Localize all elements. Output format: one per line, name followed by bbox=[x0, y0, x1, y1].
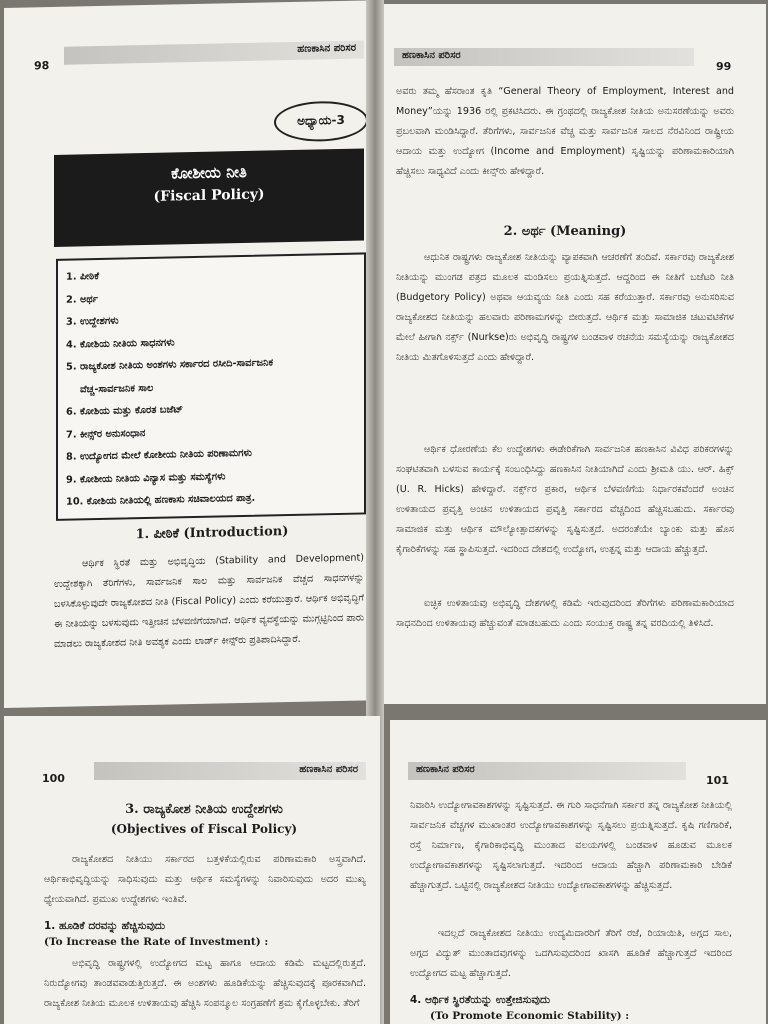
contents-item: 2. ಅರ್ಥ bbox=[66, 293, 98, 306]
contents-item: 8. ಉದ್ಯೋಗದ ಮೇಲೆ ಕೋಶೀಯ ನೀತಿಯ ಪರಿಣಾಮಗಳು bbox=[66, 447, 252, 463]
page-100 bbox=[4, 716, 380, 1024]
page-number: 98 bbox=[34, 59, 50, 73]
subheading: 1. ಹೂಡಿಕೆ ದರವನ್ನು ಹೆಚ್ಚಿಸುವುದು bbox=[44, 920, 166, 932]
running-header-bar bbox=[408, 762, 686, 780]
page-98 bbox=[4, 0, 370, 708]
contents-item: 4. ಕೋಶಿಯ ನೀತಿಯ ಸಾಧನಗಳು bbox=[66, 336, 175, 351]
section-heading-introduction: 1. ಪೀಠಿಕೆ (Introduction) bbox=[135, 524, 289, 543]
subheading: 4. ಆರ್ಥಿಕ ಸ್ಥಿರತೆಯನ್ನು ಉತ್ತೇಜಿಸುವುದು bbox=[410, 994, 551, 1006]
chapter-title-kannada: ಕೋಶೀಯ ನೀತಿ bbox=[171, 162, 247, 183]
chapter-badge: ಅಧ್ಯಾಯ-3 bbox=[274, 100, 368, 142]
page-number: 101 bbox=[706, 774, 729, 787]
chapter-title-english: (Fiscal Policy) bbox=[153, 186, 265, 205]
contents-item: 5. ರಾಜ್ಯಕೋಶ ನೀತಿಯ ಅಂಶಗಳು ಸರ್ಕಾರದ ರಸೀದಿ-ಸಾರ್ವಜನಿಕ bbox=[66, 357, 273, 373]
contents-item: 3. ಉದ್ದೇಶಗಳು bbox=[66, 315, 119, 328]
running-header-bar bbox=[64, 40, 364, 64]
paragraph: ಆಧುನಿಕ ರಾಷ್ಟ್ರಗಳು ರಾಜ್ಯಕೋಶ ನೀತಿಯನ್ನು ವ್ಯಾಪಕವಾಗಿ ಆಚರಣೆಗೆ ತಂದಿವೆ. ಸರ್ಕಾರವು ರಾಜ್ಯಕೋಶ ನೀತಿಯನ್ನು ಮುಂಗಡ ಪತ್ರದ ಮೂಲಕ ಮಂಡಿಸಲು ಪ್ರಯತ್ನಿಸುತ್ತದೆ. ಆದ್ದರಿಂದ ಈ ನೀತಿಗೆ ಬಜೆಟರಿ ನೀತಿ (Budgetory Policy) ಅಥವಾ ಆಯವ್ಯಯ ನೀತಿ ಎಂದು ಸಹ ಕರೆಯುತ್ತಾರೆ. ಸರ್ಕಾರವು ಅನುಸರಿಸುವ ರಾಜ್ಯಕೋಶದ ನೀತಿಯನ್ನು ಹಲವಾರು ಪರಿಣಾಮಗಳನ್ನು ಬೀರುತ್ತದೆ. ಆರ್ಥಿಕ ಮತ್ತು ಸಾಮಾಜಿಕ ಚಟುವಟಿಕೆಗಳ ಮೇಲೆ ಹೀಗಾಗಿ ನರ್ಕ್ಸ್ (Nurkse)ರು ಅಭಿವೃದ್ಧಿ ರಾಷ್ಟ್ರಗಳ ಬಂಡವಾಳ ರಚನೆಯ ಸಮಸ್ಯೆಯನ್ನು ರಾಜ್ಯಕೋಶದ ನೀತಿಯ ಮಿತಗೊಳಿಸುತ್ತದೆ ಎಂದು ಹೇಳಿದ್ದಾರೆ. bbox=[396, 252, 734, 363]
chapter-contents-box bbox=[56, 252, 366, 520]
page-101 bbox=[390, 720, 766, 1024]
contents-item: 1. ಪೀಠಿಕೆ bbox=[66, 271, 100, 283]
running-header-bar bbox=[94, 762, 366, 780]
contents-item: 7. ಕೀನ್ಸ್‌ರ ಅನುಸಂಧಾನ bbox=[66, 427, 146, 441]
paragraph: ಐಚ್ಛಿಕ ಉಳಿತಾಯವು ಅಭಿವೃದ್ಧಿ ದೇಶಗಳಲ್ಲಿ ಕಡಿಮೆ ಇರುವುದರಿಂದ ತೆರಿಗೆಗಳು ಪರಿಣಾಮಕಾರಿಯಾದ ಸಾಧನದಿಂದ ಉಳಿತಾಯವು ಹೆಚ್ಚುವಂತೆ ಮಾಡಬಹುದು ಎಂದು ಸಂಯುಕ್ತ ರಾಷ್ಟ್ರ ತನ್ನ ವರದಿಯಲ್ಲಿ ತಿಳಿಸಿದೆ. bbox=[396, 598, 734, 629]
paragraph: ನಿವಾರಿಸಿ ಉದ್ಯೋಗಾವಕಾಶಗಳನ್ನು ಸೃಷ್ಟಿಸುತ್ತದೆ. ಈ ಗುರಿ ಸಾಧನೆಗಾಗಿ ಸರ್ಕಾರ ತನ್ನ ರಾಜ್ಯಕೋಶ ನೀತಿಯಲ್ಲಿ ಸಾರ್ವಜನಿಕ ವೆಚ್ಚಗಳ ಮುಖಾಂತರ ಉದ್ಯೋಗಾವಕಾಶಗಳನ್ನು ಸೃಷ್ಟಿಸಲು ಪ್ರಯತ್ನಿಸುತ್ತದೆ. ಕೃಷಿ ಗಣಿಗಾರಿಕೆ, ರಸ್ತೆ ನಿರ್ಮಾಣ, ಕೈಗಾರಿಕಾಭಿವೃದ್ಧಿ ಮುಂತಾದ ವಲಯಗಳಲ್ಲಿ ಬಂಡವಾಳ ಹೂಡುವ ಮೂಲಕ ಉದ್ಯೋಗಾವಕಾಶಗಳನ್ನು ಸೃಷ್ಟಿಸಲಾಗುತ್ತದೆ. ಇದರಿಂದ ಆದಾಯ ಹೆಚ್ಚಾಗಿ ಪರಿಣಾಮಕಾರಿ ಬೇಡಿಕೆ ಹೆಚ್ಚಾಗುತ್ತದೆ. ಒಟ್ಟಿನಲ್ಲಿ ರಾಜ್ಯಕೋಶದ ನೀತಿಯು ಉದ್ಯೋಗಾವಕಾಶಗಳನ್ನು ಹೆಚ್ಚಿಸುತ್ತದೆ. bbox=[410, 800, 732, 891]
page-number: 100 bbox=[42, 772, 65, 785]
contents-item: 6. ಕೋಶಿಯ ಮತ್ತು ಕೊರತ ಬಜೆಟ್ bbox=[66, 404, 183, 418]
page-99 bbox=[384, 4, 766, 704]
section-heading-objectives: 3. ರಾಜ್ಯಕೋಶ ನೀತಿಯ ಉದ್ದೇಶಗಳು bbox=[125, 802, 283, 817]
intro-paragraph: ಆರ್ಥಿಕ ಸ್ಥಿರತೆ ಮತ್ತು ಅಭಿವೃದ್ಧಿಯ (Stability and Development) ಉದ್ದೇಶಕ್ಕಾಗಿ ತೆರಿಗೆಗಳು, ಸಾರ್ವಜನಿಕ ಸಾಲ ಮತ್ತು ಸಾರ್ವಜನಿಕ ವೆಚ್ಚದ ಸಾಧನಗಳನ್ನು ಬಳಸಿಕೊಳ್ಳುವುದೇ ರಾಜ್ಯಕೋಶದ ನೀತಿ (Fiscal Policy) ಎಂದು ಕರೆಯುತ್ತಾರೆ. ಆರ್ಥಿಕ ಅಭಿವೃದ್ಧಿಗೆ ಈ ನೀತಿಯನ್ನು ಬಳಸುವುದು ಇತ್ತೀಚಿನ ಬೆಳವಣಿಗೆಯಾಗಿದೆ. ಆರ್ಥಿಕ ವ್ಯವಸ್ಥೆಯನ್ನು ಮುಗ್ಗಟ್ಟಿನಿಂದ ಪಾರು ಮಾಡಲು ರಾಜ್ಯಕೋಶದ ನೀತಿ ಅವಶ್ಯಕ ಎಂದು ಲಾರ್ಡ್ ಕೀನ್ಸ್‌ರು ಪ್ರತಿಪಾದಿಸಿದ್ದಾರೆ. bbox=[54, 552, 364, 650]
contents-item: 10. ಕೋಶಿಯ ನೀತಿಯಲ್ಲಿ ಹಣಕಾಸು ಸಚಿವಾಲಯದ ಪಾತ್ರ. bbox=[66, 492, 256, 508]
running-header: ಹಣಕಾಸಿನ ಪರಿಸರ bbox=[416, 764, 475, 775]
chapter-title-banner bbox=[54, 148, 364, 246]
paragraph: ಇದಲ್ಲದೆ ರಾಜ್ಯಕೋಶದ ನೀತಿಯು ಉದ್ಯಮಿದಾರರಿಗೆ ತೆರಿಗೆ ರಜೆ, ರಿಯಾಯಿತಿ, ಅಗ್ಗದ ಸಾಲ, ಅಗ್ಗದ ವಿದ್ಯುತ್ ಮುಂತಾದವುಗಳನ್ನು ಒದಗಿಸುವುದರಿಂದ ಖಾಸಗಿ ಹೂಡಿಕೆ ಹೆಚ್ಚಾಗುತ್ತದೆ ಇದರಿಂದ ಉದ್ಯೋಗದ ಮಟ್ಟ ಹೆಚ್ಚಾಗುತ್ತದೆ. bbox=[410, 928, 732, 979]
running-header: ಹಣಕಾಸಿನ ಪರಿಸರ bbox=[402, 50, 461, 61]
paragraph: ಆರ್ಥಿಕ ಧೋರಣೆಯ ಕೆಲ ಉದ್ದೇಶಗಳು ಈಡೇರಿಕೆಗಾಗಿ ಸಾರ್ವಜನಿಕ ಹಣಕಾಸಿನ ವಿವಿಧ ಪರಿಕರಗಳನ್ನು ಸಂಘಟಿತವಾಗಿ ಬಳಸುವ ಕಾರ್ಯಕ್ಕೆ ಸಂಬಂಧಿಸಿದ್ದು ಹಣಕಾಸಿನ ನೀತಿಯಾಗಿದೆ ಎಂದು ಶ್ರೀಮತಿ ಯು. ಆರ್. ಹಿಕ್ಸ್ (U. R. Hicks) ಹೇಳಿದ್ದಾರೆ. ನರ್ಕ್ಸ್‌ರ ಪ್ರಕಾರ, ಆರ್ಥಿಕ ಬೆಳವಣಿಗೆಯ ನಿರ್ಧಾರಕವೆಂದರೆ ಅಂಚಿನ ಉಳಿತಾಯದ ಪ್ರವೃತ್ತಿ ಅಂಚಿನ ಉಳಿತಾಯದ ಪ್ರವೃತ್ತಿ ಸರ್ಕಾರದ ವೆಚ್ಚದಿಂದ ಹೆಚ್ಚಿಸಬಹುದು. ಸರ್ಕಾರವು ಸಾಮಾಜಿಕ ಮತ್ತು ಆರ್ಥಿಕ ಮೌಲ್ಯೋತ್ಪಾದಕಗಳನ್ನು ಸೃಷ್ಟಿಸುತ್ತದೆ. ಅದರಂತೆಯೇ ಬ್ಯಾಂಕು ಮತ್ತು ಹೊಸ ಕೈಗಾರಿಕೆಗಳನ್ನು ಸಹ ಸ್ಥಾಪಿಸುತ್ತದೆ. ಇದರಿಂದ ದೇಶದಲ್ಲಿ ಉದ್ಯೋಗ, ಉತ್ಪನ್ನ ಮತ್ತು ಆದಾಯ ಹೆಚ್ಚುತ್ತದೆ. bbox=[396, 444, 734, 555]
paragraph: ರಾಜ್ಯಕೋಶದ ನೀತಿಯು ಸರ್ಕಾರದ ಬತ್ತಳಿಕೆಯಲ್ಲಿರುವ ಪರಿಣಾಮಕಾರಿ ಅಸ್ತ್ರವಾಗಿದೆ. ಆರ್ಥಿಕಾಭಿವೃದ್ಧಿಯನ್ನು ಸಾಧಿಸುವುದು ಮತ್ತು ಆರ್ಥಿಕ ಸಮಸ್ಯೆಗಳನ್ನು ನಿವಾರಿಸುವುದು ಅದರ ಮುಖ್ಯ ಧ್ಯೇಯವಾಗಿದೆ. ಪ್ರಮುಖ ಉದ್ದೇಶಗಳು ಇಂತಿವೆ. bbox=[44, 854, 366, 905]
subheading-english: (To Increase the Rate of Investment) : bbox=[44, 936, 269, 948]
contents-item: ವೆಚ್ಚ-ಸಾರ್ವಜನಿಕ ಸಾಲ bbox=[80, 382, 154, 395]
running-header: ಹಣಕಾಸಿನ ಪರಿಸರ bbox=[299, 764, 358, 775]
contents-item: 9. ಕೋಶೀಯ ನೀತಿಯ ವಿನ್ಯಾಸ ಮತ್ತು ಸಮಸ್ಯೆಗಳು bbox=[66, 470, 226, 486]
paragraph: ಅವರು ತಮ್ಮ ಹೆಸರಾಂತ ಕೃತಿ “General Theory of Employment, Interest and Money”ಯನ್ನು 1936 ರಲ್ಲಿ ಪ್ರಕಟಿಸಿದರು. ಈ ಗ್ರಂಥದಲ್ಲಿ ರಾಜ್ಯಕೋಶ ನೀತಿಯ ಅನುಸರಣೆಯನ್ನು ಅವರು ಪ್ರಬಲವಾಗಿ ಮಂಡಿಸಿದ್ದಾರೆ. ತೆರಿಗೆಗಳು, ಸಾರ್ವಜನಿಕ ವೆಚ್ಚ ಮತ್ತು ಸಾರ್ವಜನಿಕ ಸಾಲದ ನೆರವಿನಿಂದ ರಾಷ್ಟ್ರೀಯ ಆದಾಯ ಮತ್ತು ಉದ್ಯೋಗ (Income and Employment) ಸೃಷ್ಟಿಯನ್ನು ಪರಿಣಾಮಕಾರಿಯಾಗಿ ಹೆಚ್ಚಿಸಲು ಸಾಧ್ಯವಿದೆ ಎಂದು ಕೀನ್ಸ್‌ರು ಹೇಳಿದ್ದಾರೆ. bbox=[396, 86, 734, 177]
section-heading-objectives-english: (Objectives of Fiscal Policy) bbox=[110, 822, 298, 836]
running-header-bar bbox=[394, 48, 694, 66]
paragraph: ಅಭಿವೃದ್ಧಿ ರಾಷ್ಟ್ರಗಳಲ್ಲಿ ಉದ್ಯೋಗದ ಮಟ್ಟ ಹಾಗೂ ಆದಾಯ ಕಡಿಮೆ ಮಟ್ಟದಲ್ಲಿರುತ್ತದೆ. ನಿರುದ್ಯೋಗವು ತಾಂಡವವಾಡುತ್ತಿರುತ್ತದೆ. ಈ ಅಂಶಗಳು ಹೂಡಿಕೆಯನ್ನು ಹೆಚ್ಚಿಸುವುದಕ್ಕೆ ಪೂರಕವಾಗಿದೆ. ರಾಜ್ಯಕೋಶ ನೀತಿಯ ಮೂಲಕ ಉಳಿತಾಯವು ಹೆಚ್ಚಿಸಿ ಸಂಪನ್ಮೂಲ ಸಂಗ್ರಹಣೆಗೆ ಶ್ರಮ ಕೈಗೊಳ್ಳಬೇಕು. ತೆರಿಗೆ bbox=[44, 958, 366, 1009]
subheading-english: (To Promote Economic Stability) : bbox=[430, 1010, 630, 1022]
running-header: ಹಣಕಾಸಿನ ಪರಿಸರ bbox=[297, 42, 356, 55]
page-number: 99 bbox=[716, 60, 732, 73]
section-heading-meaning: 2. ಅರ್ಥ (Meaning) bbox=[503, 224, 627, 239]
